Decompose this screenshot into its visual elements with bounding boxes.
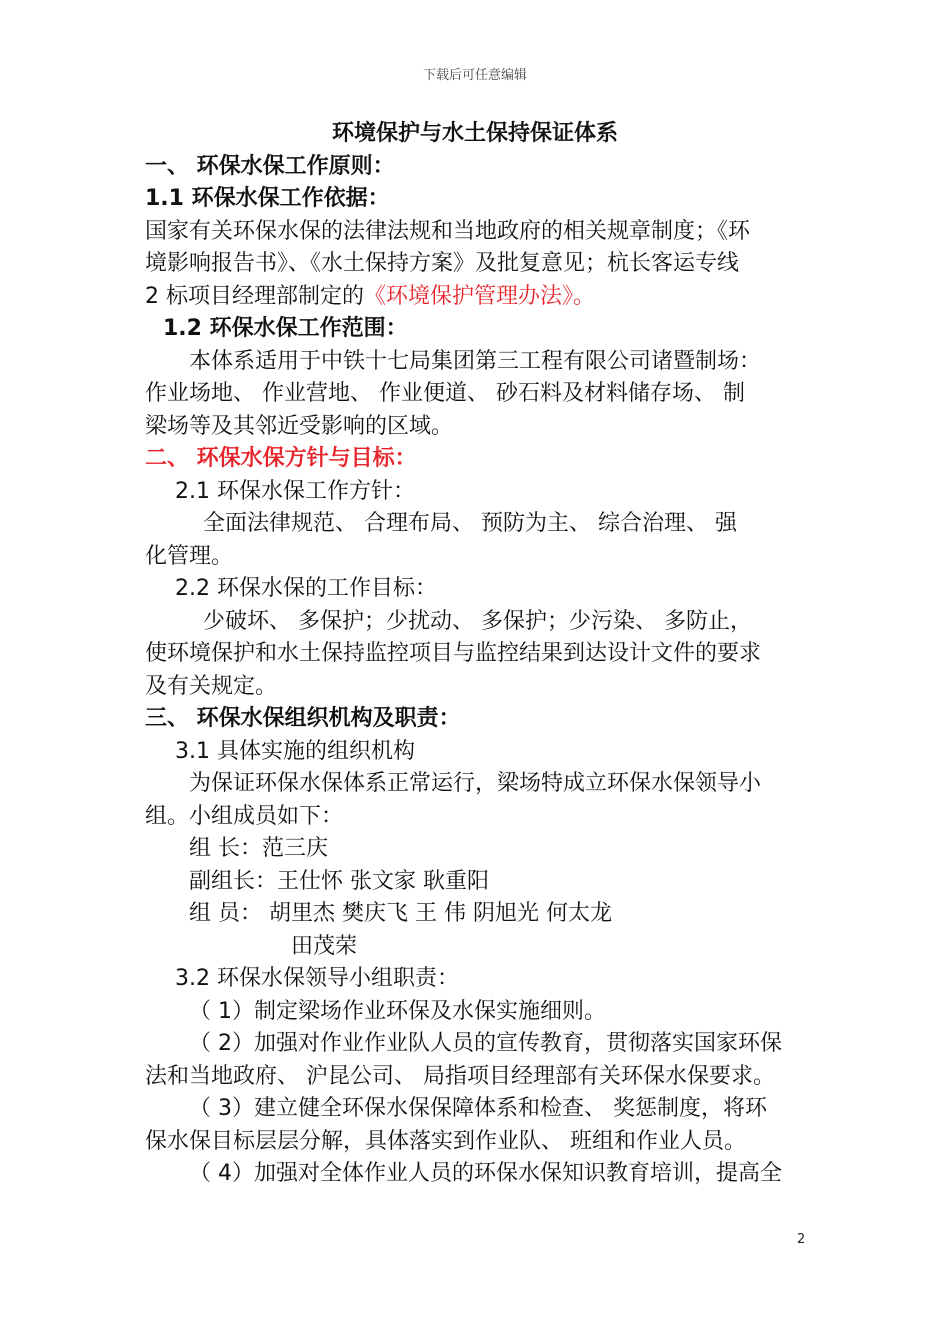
group-deputy-leaders: 副组长：王仕怀 张文家 耿重阳 <box>189 868 489 894</box>
paragraph-scope-line-3: 梁场等及其邻近受影响的区域。 <box>145 413 454 439</box>
duty-3-line-2: 保水保目标层层分解，具体落实到作业队、 班组和作业人员。 <box>145 1128 746 1154</box>
paragraph-scope-line-1: 本体系适用于中铁十七局集团第三工程有限公司诸暨制场： <box>189 348 762 374</box>
paragraph-basis-line-1: 国家有关环保水保的法律法规和当地政府的相关规章制度；《环 <box>145 218 751 244</box>
page-number: 2 <box>797 1232 806 1247</box>
section-2-heading: 二、 环保水保方针与目标： <box>145 446 417 471</box>
section-1-heading: 一、 环保水保工作原则： <box>145 153 395 179</box>
paragraph-policy-line-1: 全面法律规范、 合理布局、 预防为主、 综合治理、 强 <box>203 511 737 536</box>
paragraph-org-line-1: 为保证环保水保体系正常运行，梁场特成立环保水保领导小 <box>189 771 762 796</box>
section-2-2-heading: 2.2 环保水保的工作目标： <box>175 576 437 601</box>
document-title: 环境保护与水土保持保证体系 <box>331 121 618 146</box>
group-members-line-2: 田茂荣 <box>291 933 358 959</box>
section-3-2-heading: 3.2 环保水保领导小组职责： <box>175 966 459 991</box>
section-3-1-heading: 3.1 具体实施的组织机构 <box>175 738 415 764</box>
paragraph-goal-line-1: 少破坏、 多保护；少扰动、 多保护；少污染、 多防止， <box>203 608 752 634</box>
section-3-heading: 三、 环保水保组织机构及职责： <box>145 706 461 731</box>
group-leader: 组 长：范三庆 <box>189 836 328 861</box>
duty-1: （ 1）制定梁场作业环保及水保实施细则。 <box>189 998 606 1024</box>
duty-2-line-2: 法和当地政府、 沪昆公司、 局指项目经理部有关环保水保要求。 <box>145 1063 775 1089</box>
paragraph-org-line-2: 组。小组成员如下： <box>145 803 344 829</box>
document-body <box>145 118 805 1191</box>
paragraph-basis-line-3 <box>145 281 805 314</box>
paragraph-policy-line-2: 化管理。 <box>145 543 234 569</box>
duty-3-line-1: （ 3）建立健全环保水保保障体系和检查、 奖惩制度，将环 <box>189 1096 767 1121</box>
section-1-2-heading: 1.2 环保水保工作范围： <box>163 316 408 341</box>
paragraph-scope-line-2: 作业场地、 作业营地、 作业便道、 砂石料及材料储存场、 制 <box>145 381 745 406</box>
duty-4-line-1: （ 4）加强对全体作业人员的环保水保知识教育培训，提高全 <box>189 1161 782 1186</box>
duty-2-line-1: （ 2）加强对作业作业队人员的宣传教育，贯彻落实国家环保 <box>189 1031 782 1056</box>
paragraph-goal-line-3: 及有关规定。 <box>145 673 278 699</box>
highlighted-regulation: 《环境保护管理办法》。 <box>364 283 596 309</box>
group-members-line-1: 组 员： 胡里杰 樊庆飞 王 伟 阴旭光 何太龙 <box>189 901 612 926</box>
download-note: 下载后可任意编辑 <box>422 68 527 83</box>
section-1-1-heading: 1.1 环保水保工作依据： <box>145 186 390 211</box>
paragraph-basis-line-2: 境影响报告书》、《水土保持方案》及批复意见；杭长客运专线 <box>145 251 740 276</box>
paragraph-goal-line-2: 使环境保护和水土保持监控项目与监控结果到达设计文件的要求 <box>145 641 762 666</box>
basis-text: 2 标项目经理部制定的 <box>145 283 364 309</box>
section-2-1-heading: 2.1 环保水保工作方针： <box>175 478 415 504</box>
